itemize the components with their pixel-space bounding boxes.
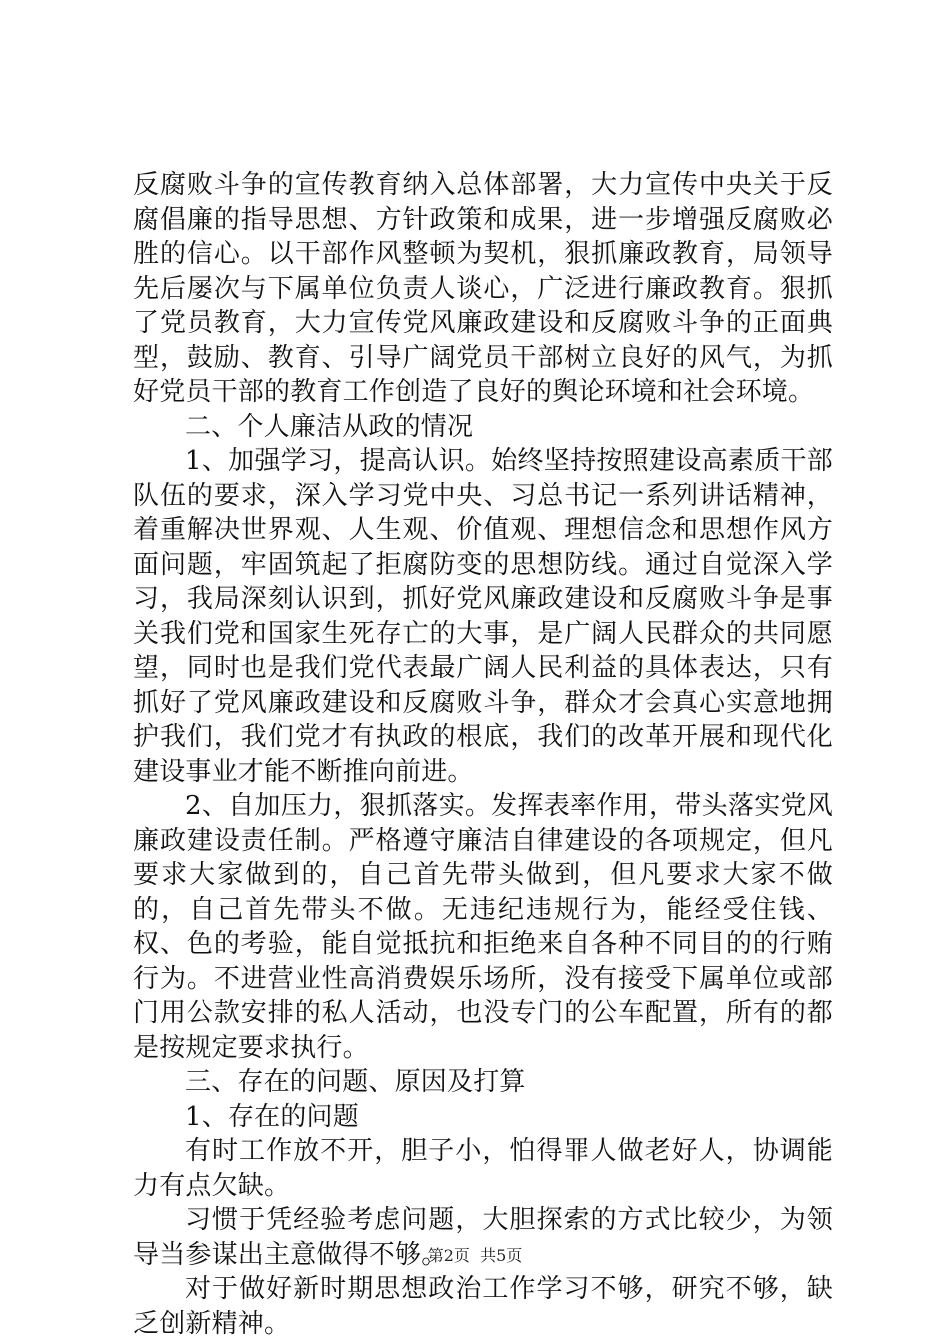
- subheading-existing-problems: 1、存在的问题: [185, 1101, 359, 1132]
- paragraph-strengthen-learning: 1、加强学习，提高认识。始终坚持按照建设高素质干部队伍的要求，深入学习党中央、习总书记一系列讲话精神，着重解决世界观、人生观、价值观、理想信念和思想作风方面问题，牢固筑起了拒腐防变的思想防线。通过自觉深入学习，我局深刻认识到，抓好党风廉政建设和反腐败斗争是事关我们党和国家生死存亡的大事，是广阔人民群众的共同愿望，同时也是我们党代表最广阔人民利益的具体表达，只有抓好了党风廉政建设和反腐败斗争，群众才会真心实意地拥护我们，我们党才有执政的根底，我们的改革开展和现代化建设事业才能不断推向前进。: [133, 446, 833, 787]
- paragraph-anticorruption-education: 反腐败斗争的宣传教育纳入总体部署，大力宣传中央关于反腐倡廉的指导思想、方针政策和成果，进一步增强反腐败必胜的信心。以干部作风整顿为契机，狠抓廉政教育，局领导先后屡次与下属单位负责人谈心，广泛进行廉政教育。狠抓了党员教育，大力宣传党风廉政建设和反腐败斗争的正面典型，鼓励、教育、引导广阔党员干部树立良好的风气，为抓好党员干部的教育工作创造了良好的舆论环境和社会环境。: [133, 170, 833, 407]
- document-body: [133, 168, 833, 1341]
- page-number-footer: 第2页 共5页: [427, 1246, 523, 1265]
- section-heading-problems: 三、存在的问题、原因及打算: [185, 1067, 526, 1097]
- paragraph-problem-1: 有时工作放不开，胆子小，怕得罪人做老好人，协调能力有点欠缺。: [133, 1136, 833, 1201]
- paragraph-problem-3: 对于做好新时期思想政治工作学习不够，研究不够，缺乏创新精神。: [133, 1274, 833, 1339]
- section-heading-personal-integrity: 二、个人廉洁从政的情况: [185, 411, 474, 442]
- paragraph-problem-2: 习惯于凭经验考虑问题，大胆探索的方式比较少，为领导当参谋出主意做得不够。: [133, 1205, 833, 1270]
- paragraph-self-pressure: 2、自加压力，狠抓落实。发挥表率作用，带头落实党风廉政建设责任制。严格遵守廉洁自律建设的各项规定，但凡要求大家做到的，自己首先带头做到，但凡要求大家不做的，自己首先带头不做。无违纪违规行为，能经受住钱、权、色的考验，能自觉抵抗和拒绝来自各种不同目的的行贿行为。不进营业性高消费娱乐场所，没有接受下属单位或部门用公款安排的私人活动，也没专门的公车配置，所有的都是按规定要求执行。: [133, 791, 833, 1063]
